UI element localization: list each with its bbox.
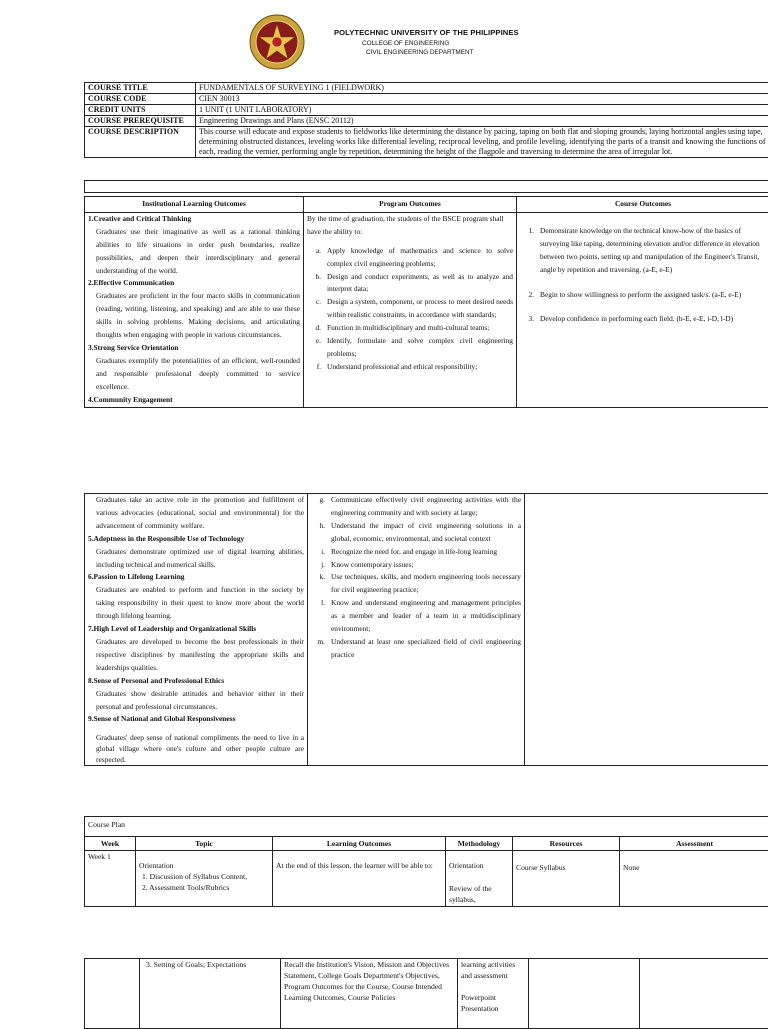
co-header: Course Outcomes bbox=[517, 197, 768, 213]
course-title-value: FUNDAMENTALS OF SURVEYING 1 (FIELDWORK) bbox=[196, 83, 768, 94]
ilo-text: Graduates use their imaginative as well as a rational thinking abilities to life situations in order push boundaries, realize possibilities, and deepen their interdisciplinary and general understanding of the world. bbox=[88, 226, 300, 278]
list-item: d. Function in multidisciplinary and multi-cultural teams; bbox=[307, 322, 513, 335]
list-item: j. Know contemporary issues; bbox=[311, 559, 521, 572]
po-list bbox=[307, 245, 513, 374]
co-cell bbox=[525, 494, 768, 766]
ilo-cell bbox=[85, 494, 308, 766]
resources-header: Resources bbox=[513, 837, 620, 851]
ilo-title: 6.Passion to Lifelong Learning bbox=[88, 571, 304, 584]
ilo-title: 3.Strong Service Orientation bbox=[88, 342, 300, 355]
ilo-text: Graduates are proficient in the four macro skills in communication (reading, writing, listening, and speaking) and are able to use these skills in solving problems. Making decisions, and articulating thoughts when engaging with people in various circumstances. bbox=[88, 290, 300, 342]
list-item: m. Understand at least one specialized field of civil engineering practice bbox=[311, 636, 521, 662]
course-plan-table bbox=[84, 816, 768, 907]
credit-units-value: 1 UNIT (1 UNIT LABORATORY) bbox=[196, 105, 768, 116]
university-seal-logo bbox=[249, 14, 305, 70]
outcomes-cell: At the end of this lesson, the learner will be able to: bbox=[273, 851, 446, 907]
week-cell: Week 1 bbox=[85, 851, 136, 907]
resources-cell bbox=[529, 959, 640, 1029]
table-row bbox=[85, 851, 768, 907]
ilo-text: Graduates' deep sense of national compliments the need to live in a global village where one's culture and other people culture are respected. bbox=[88, 732, 304, 765]
list-item: e. Identify, formulate and solve complex civil engineering problems; bbox=[307, 335, 513, 361]
ilo-header: Institutional Learning Outcomes bbox=[85, 197, 304, 213]
credit-units-label: CREDIT UNITS bbox=[85, 105, 196, 116]
outcomes-table-page2 bbox=[84, 493, 768, 766]
po-list bbox=[311, 494, 521, 662]
methodology-header: Methodology bbox=[446, 837, 513, 851]
list-item: g. Communicate effectively civil engineering activities with the engineering community and with society at large; bbox=[311, 494, 521, 520]
list-item: i. Recognize the need for, and engage in life-long learning bbox=[311, 546, 521, 559]
topic-cell: 3. Setting of Goals; Expectations bbox=[140, 959, 281, 1029]
ilo-title: 1.Creative and Critical Thinking bbox=[88, 213, 300, 226]
college-name: COLLEGE OF ENGINEERING bbox=[362, 40, 449, 47]
course-title-row bbox=[85, 83, 768, 94]
list-item: b. Design and conduct experiments, as well as to analyze and interpret data; bbox=[307, 271, 513, 297]
course-code-value: CIEN 30013 bbox=[196, 94, 768, 105]
ilo-title: 2.Effective Communication bbox=[88, 277, 300, 290]
prerequisite-value: Engineering Drawings and Plans (ENSC 20112) bbox=[196, 116, 768, 127]
ilo-title: 5.Adeptness in the Responsible Use of Technology bbox=[88, 533, 304, 546]
prerequisite-label: COURSE PREREQUISITE bbox=[85, 116, 196, 127]
methodology-cell: Orientation Review of the syllabus, bbox=[446, 851, 513, 907]
list-item: l. Know and understand engineering and management principles as a member and leader of a team in a multidisciplinary environment; bbox=[311, 597, 521, 636]
topic-cell: Orientation 1. Discussion of Syllabus Content, 2. Assessment Tools/Rubrics bbox=[136, 851, 273, 907]
department-name: CIVIL ENGINEERING DEPARTMENT bbox=[366, 49, 473, 56]
po-cell bbox=[304, 212, 517, 407]
course-plan-title: Course Plan bbox=[85, 817, 768, 837]
assessment-cell: None bbox=[620, 851, 768, 907]
table-row bbox=[85, 959, 768, 1029]
ilo-text: Graduates are developed to become the best professionals in their respective disciplines by manifesting the appropriate skills and leaderships qualities. bbox=[88, 636, 304, 675]
list-item: h. Understand the impact of civil engineering solutions in a global, economic, environmental, and societal context bbox=[311, 520, 521, 546]
resources-cell: Course Syllabus bbox=[513, 851, 620, 907]
course-code-label: COURSE CODE bbox=[85, 94, 196, 105]
co-cell bbox=[517, 212, 768, 407]
credit-units-row bbox=[85, 105, 768, 116]
list-item: c. Design a system, component, or process to meet desired needs within realistic constraints, in accordance with standards; bbox=[307, 296, 513, 322]
co-list bbox=[520, 225, 766, 326]
description-value: This course will educate and expose students to fieldworks like determining the distance by pacing, taping on both flat and sloping grounds, laying horizontal angles using tape, determining obstructed distances, leveling works like differential leveling, reciprocal leveling, and profile leveling, identifying the parts of a transit and knowing the functions of each, reading the vernier, performing angle by repetition, determining the height of the flagpole and traversing to determine the area of irregular lot. bbox=[196, 127, 768, 158]
prerequisite-row bbox=[85, 116, 768, 127]
topic-header: Topic bbox=[136, 837, 273, 851]
outcomes-header: Learning Outcomes bbox=[273, 837, 446, 851]
outcomes-cell: Recall the Institution's Vision, Mission and Objectives Statement, College Goals Department's Objectives, Program Outcomes for the Course, Course Intended Learning Outcomes, Course Policies bbox=[281, 959, 458, 1029]
ilo-title: 4.Community Engagement bbox=[88, 394, 300, 407]
ilo-text: Graduates show desirable attitudes and behavior either in their personal and professional circumstances. bbox=[88, 688, 304, 714]
ilo-text: Graduates demonstrate optimized use of digital learning abilities, including technical and numerical skills. bbox=[88, 546, 304, 572]
description-label: COURSE DESCRIPTION bbox=[85, 127, 196, 158]
methodology-cell: learning activities and assessment Powerpoint Presentation bbox=[458, 959, 529, 1029]
course-title-label: COURSE TITLE bbox=[85, 83, 196, 94]
ilo-text: Graduates take an active role in the promotion and fulfillment of various advocacies (educational, social and environmental) for the advancement of community welfare. bbox=[88, 494, 304, 533]
ilo-title: 9.Sense of National and Global Responsiveness bbox=[88, 713, 304, 726]
course-info-table bbox=[84, 82, 768, 158]
week-header: Week bbox=[85, 837, 136, 851]
description-row bbox=[85, 127, 768, 158]
outcomes-table-page1 bbox=[84, 196, 768, 408]
week-cell bbox=[85, 959, 140, 1029]
list-item: 2. Begin to show willingness to perform the assigned task/s. (a-E, e-E) bbox=[520, 289, 766, 302]
list-item: a. Apply knowledge of mathematics and science to solve complex civil engineering problems; bbox=[307, 245, 513, 271]
course-plan-table-continued bbox=[84, 958, 768, 1029]
po-cell bbox=[308, 494, 525, 766]
course-code-row bbox=[85, 94, 768, 105]
ilo-text: Graduates are enabled to perform and function in the society by taking responsibility in their quest to know more about the world through lifelong learning. bbox=[88, 584, 304, 623]
assessment-header: Assessment bbox=[620, 837, 768, 851]
list-item: f. Understand professional and ethical responsibility; bbox=[307, 361, 513, 374]
ilo-cell bbox=[85, 212, 304, 407]
ilo-title: 7.High Level of Leadership and Organizational Skills bbox=[88, 623, 304, 636]
assessment-cell bbox=[640, 959, 768, 1029]
po-intro: By the time of graduation, the students of the BSCE program shall have the ability to: bbox=[307, 213, 513, 239]
university-name: POLYTECHNIC UNIVERSITY OF THE PHILIPPINES bbox=[334, 28, 519, 37]
list-item: 1. Demonstrate knowledge on the technical know-how of the basics of surveying like taping, determining elevation and/or difference in elevation between two points, setting up and manipulation of the Engineer's Transit, angle by repetition and traversing. (a-E, e-E) bbox=[520, 225, 766, 277]
list-item: 3. Develop confidence in performing each field. (b-E, e-E, i-D, l-D) bbox=[520, 313, 766, 326]
spacer-row bbox=[84, 180, 768, 193]
spacer-rows bbox=[84, 180, 768, 193]
po-header: Program Outcomes bbox=[304, 197, 517, 213]
list-item: k. Use techniques, skills, and modern engineering tools necessary for civil engineering practice; bbox=[311, 571, 521, 597]
ilo-title: 8.Sense of Personal and Professional Ethics bbox=[88, 675, 304, 688]
ilo-text: Graduates exemplify the potentialities of an efficient, well-rounded and responsible professional deeply committed to service excellence. bbox=[88, 355, 300, 394]
